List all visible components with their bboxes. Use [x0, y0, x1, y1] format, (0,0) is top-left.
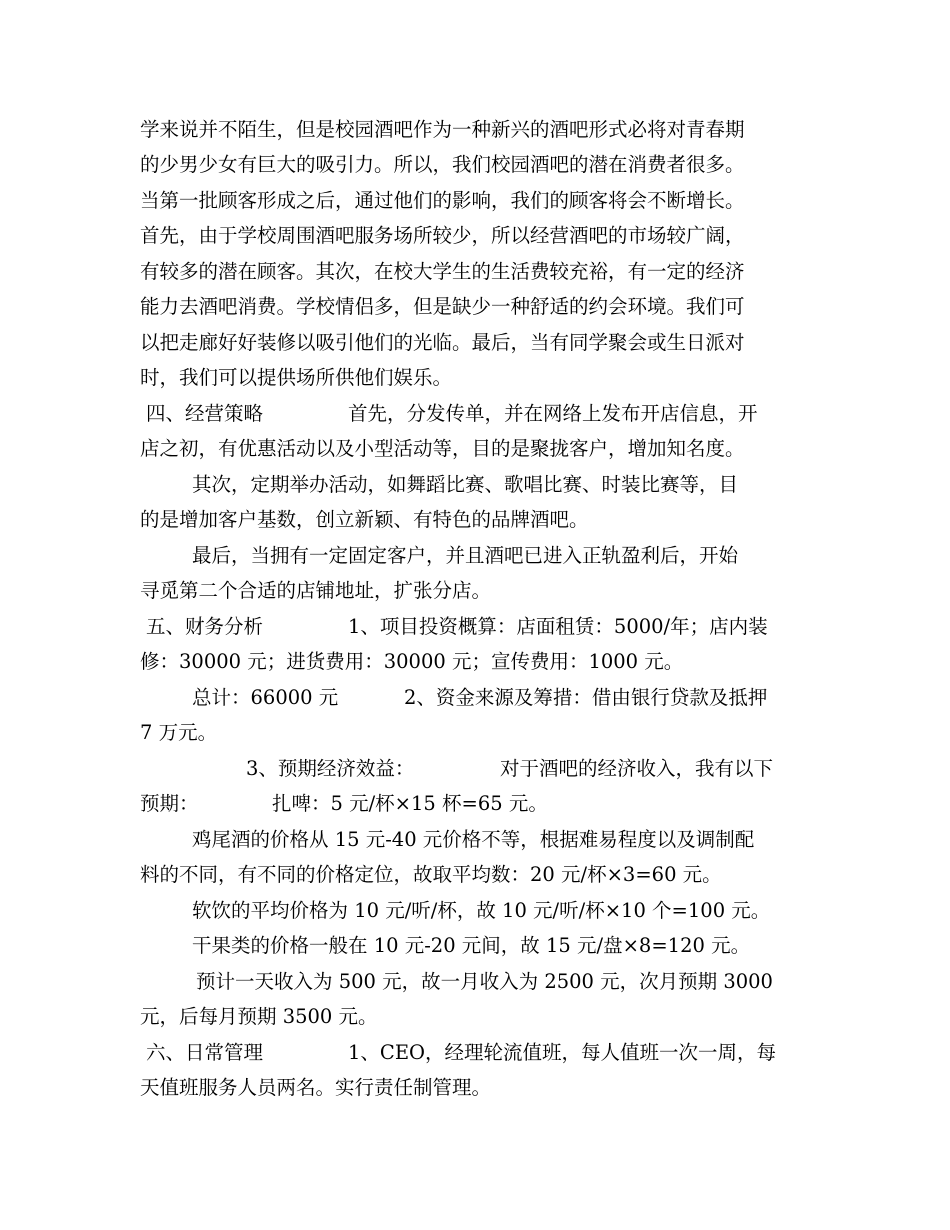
text-line: 料的不同，有不同的价格定位，故取平均数：20 元/杯×3=60 元。: [140, 863, 722, 886]
text-segment: 软饮的平均价格为 10 元/听/杯，故 10 元/听/杯×10 个=100 元。: [192, 899, 771, 922]
text-segment: 总计：66000 元: [192, 686, 339, 709]
text-line: [140, 544, 820, 568]
text-line: [140, 757, 820, 781]
text-line: [140, 970, 820, 994]
text-line: 能力去酒吧消费。学校情侣多，但是缺少一种舒适的约会环境。我们可: [140, 295, 745, 318]
section-heading-financial-analysis: 五、财务分析: [146, 615, 264, 638]
text-segment: 1、项目投资概算：店面租赁：5000/年；店内装: [348, 615, 768, 638]
text-line: 首先，由于学校周围酒吧服务场所较少，所以经营酒吧的市场较广阔，: [140, 224, 745, 247]
text-line: 7 万元。: [140, 721, 218, 744]
text-line: 寻觅第二个合适的店铺地址，扩张分店。: [140, 579, 492, 602]
text-segment: 预计一天收入为 500 元，故一月收入为 2500 元，次月预期 3000: [196, 970, 773, 993]
text-line: 店之初，有优惠活动以及小型活动等，目的是聚拢客户，增加知名度。: [140, 437, 745, 460]
text-line: [140, 792, 820, 816]
text-segment: 干果类的价格一般在 10 元-20 元间，故 15 元/盘×8=120 元。: [192, 934, 751, 957]
section-line-daily-management: [140, 1041, 820, 1065]
text-line: 修：30000 元；进货费用：30000 元；宣传费用：1000 元。: [140, 650, 684, 673]
text-line: [140, 934, 820, 958]
section-heading-operating-strategy: 四、经营策略: [146, 402, 264, 425]
text-line: [140, 473, 820, 497]
text-segment: 最后，当拥有一定固定客户，并且酒吧已进入正轨盈利后，开始: [192, 544, 739, 567]
text-segment: 3、预期经济效益：: [246, 757, 415, 780]
text-segment: 鸡尾酒的价格从 15 元-40 元价格不等，根据难易程度以及调制配: [192, 828, 755, 851]
text-segment: 首先，分发传单，并在网络上发布开店信息，开: [348, 402, 758, 425]
text-segment: 对于酒吧的经济收入，我有以下: [500, 757, 774, 780]
text-line: 时，我们可以提供场所供他们娱乐。: [140, 366, 453, 389]
text-segment: 1、CEO，经理轮流值班，每人值班一次一周，每: [348, 1041, 777, 1064]
text-segment: 其次，定期举办活动，如舞蹈比赛、歌唱比赛、时装比赛等，目: [192, 473, 739, 496]
section-heading-daily-management: 六、日常管理: [146, 1041, 264, 1064]
text-line: 天值班服务人员两名。实行责任制管理。: [140, 1076, 492, 1099]
section-line-operating-strategy: [140, 402, 820, 426]
text-line: 当第一批顾客形成之后，通过他们的影响，我们的顾客将会不断增长。: [140, 189, 745, 212]
text-segment: 预期：: [140, 792, 199, 815]
text-segment: 扎啤：5 元/杯×15 杯=65 元。: [272, 792, 548, 815]
text-line: 的是增加客户基数，创立新颖、有特色的品牌酒吧。: [140, 508, 589, 531]
text-line: 有较多的潜在顾客。其次，在校大学生的生活费较充裕，有一定的经济: [140, 260, 745, 283]
text-line: [140, 686, 820, 710]
text-segment: 2、资金来源及筹措：借由银行贷款及抵押: [404, 686, 768, 709]
section-line-financial-analysis: [140, 615, 820, 639]
text-line: 学来说并不陌生，但是校园酒吧作为一种新兴的酒吧形式必将对青春期: [140, 118, 745, 141]
text-line: [140, 828, 820, 852]
text-line: 以把走廊好好装修以吸引他们的光临。最后，当有同学聚会或生日派对: [140, 331, 745, 354]
text-line: 的少男少女有巨大的吸引力。所以，我们校园酒吧的潜在消费者很多。: [140, 153, 745, 176]
text-line: [140, 899, 820, 923]
text-line: 元，后每月预期 3500 元。: [140, 1005, 378, 1028]
